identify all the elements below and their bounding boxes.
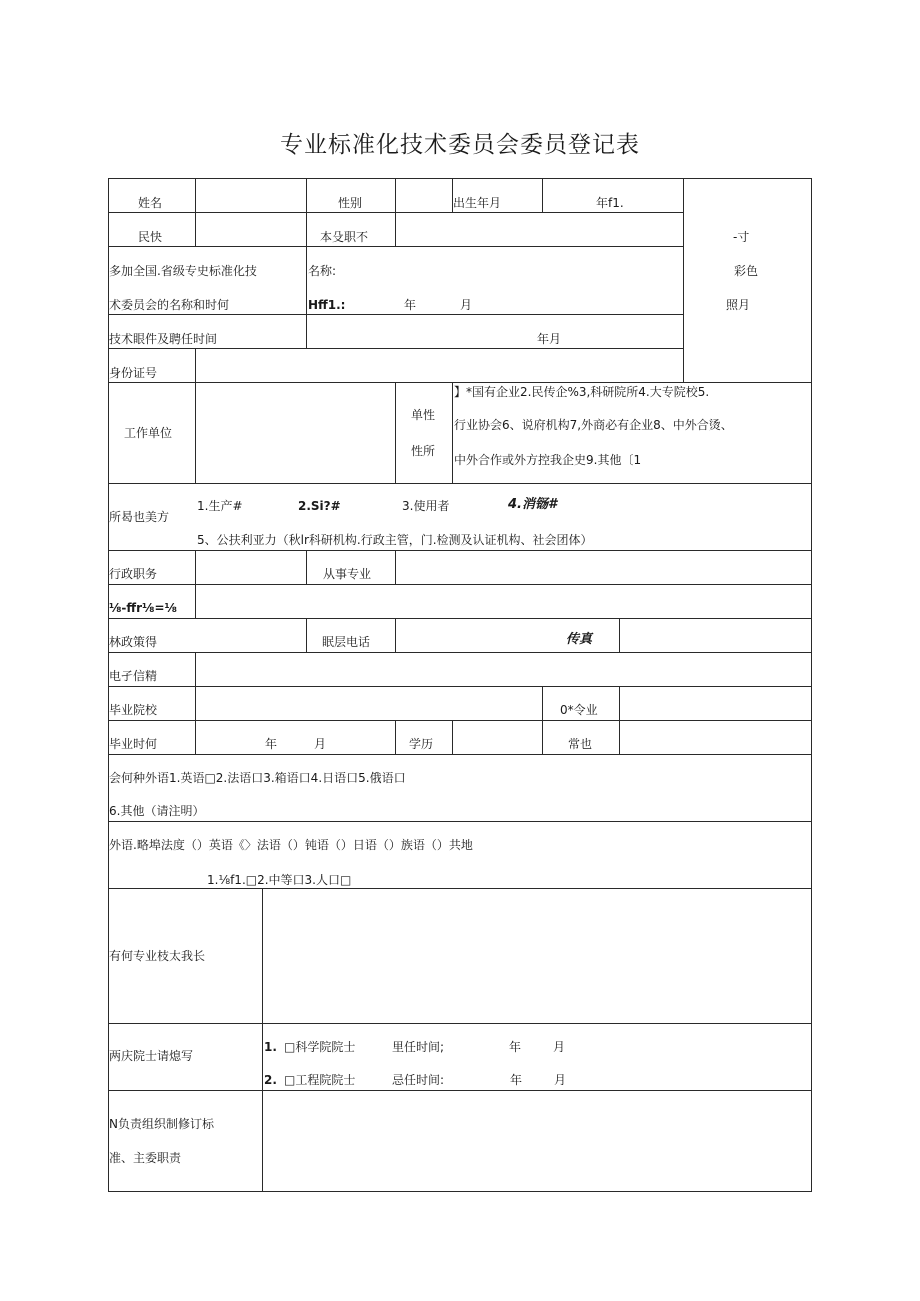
birth-value: 年f1. — [596, 196, 624, 210]
id-field[interactable] — [196, 349, 682, 382]
academician-2-time-label: 忌任时间: — [392, 1073, 445, 1087]
academician-2-month: 月 — [554, 1073, 567, 1087]
fax-label: 传真 — [566, 632, 593, 647]
committee-name-label: 名称: — [308, 264, 337, 278]
committee-month: 月 — [460, 298, 473, 312]
nature-label-line-1: 单性 — [411, 408, 436, 422]
degree-label: 常也 — [568, 737, 593, 751]
side-option-4: 4.消铴# — [508, 497, 558, 512]
work-unit-field[interactable] — [196, 383, 394, 483]
page-title: 专业标准化技术委员会委员登记表 — [280, 132, 640, 158]
photo-cell[interactable] — [684, 179, 810, 382]
birth-label: 出生年月 — [453, 196, 502, 210]
photo-line-2: 彩色 — [734, 264, 759, 278]
committee-year: 年 — [404, 298, 417, 312]
party-label: 本殳职不 — [320, 230, 369, 244]
admin-post-label: 行政职务 — [109, 567, 158, 581]
academician-2-year: 年 — [510, 1073, 523, 1087]
phone-label: 眠层电话 — [322, 635, 371, 649]
side-label: 所曷也美方 — [109, 510, 170, 524]
nature-options-line-2: 行业协会6、说府机构7,外商必有企业8、中外合烫、 — [454, 418, 733, 432]
academician-1-month: 月 — [553, 1040, 566, 1054]
nature-options-line-3: 中外合作或外方控我企史9.其他〔1 — [454, 453, 642, 467]
name-label: 姓名 — [138, 196, 163, 210]
registration-form — [108, 178, 812, 1192]
nature-options-line-1: 】*国有企业2.民传企%3,科研院所4.大专院校5. — [454, 385, 710, 399]
committee-time-label: Hff1.: — [308, 298, 346, 312]
education-label: 学历 — [409, 737, 434, 751]
address-label: ⅛-ffr⅛=⅛ — [109, 601, 177, 615]
email-label: 电孑信精 — [109, 669, 158, 683]
academician-1-type: □科学院院士 — [284, 1040, 356, 1054]
photo-line-1: -寸 — [733, 230, 750, 244]
side-option-5: 5、公扶利亚力（秋lr科研机构.行政主管，门.检测及认证机构、社会团体） — [197, 533, 593, 547]
major-label: 0*令业 — [560, 703, 598, 717]
ethnic-label: 民快 — [138, 230, 163, 244]
academician-label: 两庆院士请熄写 — [109, 1049, 194, 1063]
photo-line-3: 照月 — [726, 298, 751, 312]
title-label: 技术眼件及聘任时间 — [109, 332, 218, 346]
standards-field[interactable] — [263, 1091, 811, 1191]
office-label: 林政策得 — [109, 635, 158, 649]
name-field[interactable] — [196, 179, 394, 212]
side-option-2: 2.Si?# — [298, 499, 341, 513]
standards-label-line-2: 准、主委职责 — [109, 1151, 182, 1165]
id-label: 身份证号 — [109, 366, 158, 380]
academician-1-time-label: 里任时间; — [392, 1040, 445, 1054]
side-option-3: 3.使用者 — [402, 499, 450, 513]
languages-line-2: 6.其他（请注明） — [109, 804, 205, 818]
side-option-1: 1.生产# — [197, 499, 243, 513]
nature-label-line-2: 性所 — [411, 444, 436, 458]
expertise-field[interactable] — [263, 889, 811, 1023]
academician-1-number: 1. — [264, 1040, 277, 1054]
gender-label: 性别 — [338, 196, 363, 210]
committee-label-line-1: 多加全国.省级专史标准化技 — [109, 264, 257, 278]
engaged-field-label: 从事专业 — [323, 567, 372, 581]
proficiency-line-2: 1.⅛f1.□2.中等口3.人口□ — [207, 873, 352, 887]
expertise-label: 有何专业枝太我长 — [109, 949, 206, 963]
school-label: 毕业院校 — [109, 703, 158, 717]
languages-line-1: 会何种外语1.英语□2.法语口3.箱语口4.日语口5.俄语口 — [109, 771, 406, 785]
title-year-month: 年月 — [537, 332, 562, 346]
grad-year: 年 — [265, 737, 278, 751]
gender-field[interactable] — [396, 179, 451, 212]
standards-label-line-1: N负责组织制修订标 — [109, 1117, 214, 1131]
grad-month: 月 — [314, 737, 327, 751]
committee-label-line-2: 术委员会的名称和时何 — [109, 298, 230, 312]
academician-1-year: 年 — [509, 1040, 522, 1054]
academician-2-number: 2. — [264, 1073, 277, 1087]
work-unit-label: 工作单位 — [124, 426, 173, 440]
academician-2-type: □工程院院士 — [284, 1073, 356, 1087]
proficiency-line-1: 外语.略埠法度（）英语《〉法语（）钝语（）日语（）族语（）共地 — [109, 838, 473, 852]
grad-time-label: 毕业时何 — [109, 737, 158, 751]
